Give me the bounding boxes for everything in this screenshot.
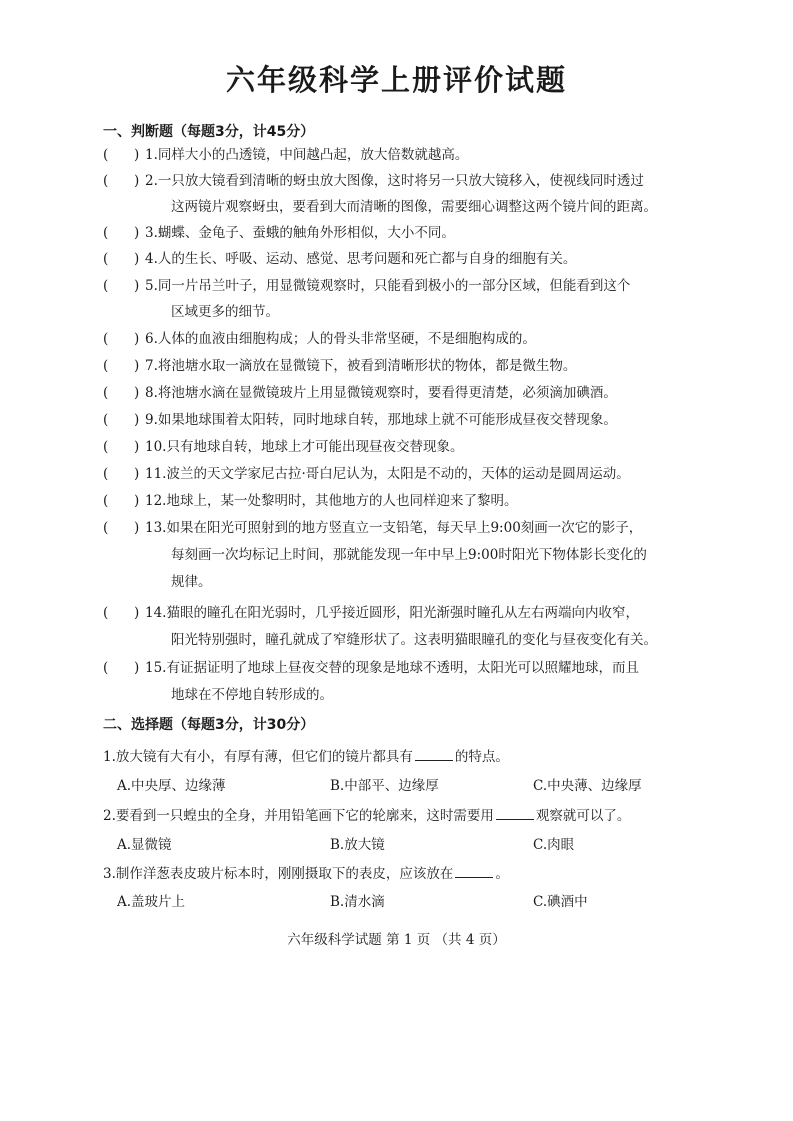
answer-parentheses[interactable]: ( ) xyxy=(103,225,140,241)
answer-parentheses[interactable]: ( ) xyxy=(103,412,140,428)
option-a[interactable]: A.显微镜 xyxy=(117,837,172,853)
question-text: 12.地球上，某一处黎明时，其他地方的人也同样迎来了黎明。 xyxy=(145,493,518,509)
question-text: 11.波兰的天文学家尼古拉·哥白尼认为，太阳是不动的，天体的运动是圆周运动。 xyxy=(145,466,630,482)
option-b[interactable]: B.清水滴 xyxy=(330,894,385,910)
question-text: 4.人的生长、呼吸、运动、感觉、思考问题和死亡都与自身的细胞有关。 xyxy=(145,251,577,267)
answer-parentheses[interactable]: ( ) xyxy=(103,358,140,374)
answer-parentheses[interactable]: ( ) xyxy=(103,520,140,536)
answer-blank[interactable] xyxy=(496,807,534,820)
answer-parentheses[interactable]: ( ) xyxy=(103,251,140,267)
answer-parentheses[interactable]: ( ) xyxy=(103,173,140,189)
option-c[interactable]: C.中央薄、边缘厚 xyxy=(533,778,642,794)
mc-question-1 xyxy=(103,745,509,765)
answer-blank[interactable] xyxy=(415,748,453,761)
question-text: 3.制作洋葱表皮玻片标本时，刚刚摄取下的表皮，应该放在 xyxy=(103,866,454,882)
question-text: 2.一只放大镜看到清晰的蚜虫放大图像，这时将另一只放大镜移入，使视线同时透过 xyxy=(145,173,644,189)
answer-parentheses[interactable]: ( ) xyxy=(103,493,140,509)
question-text: 7.将池塘水取一滴放在显微镜下，被看到清晰形状的物体，都是微生物。 xyxy=(145,358,577,374)
question-text: 9.如果地球围着太阳转，同时地球自转，那地球上就不可能形成昼夜交替现象。 xyxy=(145,412,617,428)
option-b[interactable]: B.放大镜 xyxy=(330,837,385,853)
mc-question-3 xyxy=(103,862,509,882)
question-text: 15.有证据证明了地球上昼夜交替的现象是地球不透明，太阳光可以照耀地球，而且 xyxy=(145,660,639,676)
answer-blank[interactable] xyxy=(455,865,493,878)
answer-parentheses[interactable]: ( ) xyxy=(103,439,140,455)
question-text: 6.人体的血液由细胞构成；人的骨头非常坚硬，不是细胞构成的。 xyxy=(145,331,536,347)
question-text-continued: 阳光特别强时，瞳孔就成了窄缝形状了。这表明猫眼瞳孔的变化与昼夜变化有关。 xyxy=(171,632,657,648)
page-title: 六年级科学上册评价试题 xyxy=(225,63,567,97)
section-heading-multiple-choice: 二、选择题（每题3分，计30分） xyxy=(103,717,315,733)
answer-parentheses[interactable]: ( ) xyxy=(103,331,140,347)
question-text-end: 。 xyxy=(495,866,509,882)
question-text: 5.同一片吊兰叶子，用显微镜观察时，只能看到极小的一部分区域，但能看到这个 xyxy=(145,278,631,294)
question-text: 14.猫眼的瞳孔在阳光弱时，几乎接近圆形，阳光渐强时瞳孔从左右两端向内收窄， xyxy=(145,605,639,621)
question-text: 3.蝴蝶、金龟子、蚕蛾的触角外形相似，大小不同。 xyxy=(145,225,455,241)
question-text-continued: 规律。 xyxy=(171,574,212,590)
question-text: 8.将池塘水滴在显微镜玻片上用显微镜观察时，要看得更清楚，必须滴加碘酒。 xyxy=(145,385,617,401)
section-heading-true-false: 一、判断题（每题3分，计45分） xyxy=(103,124,315,140)
page-footer: 六年级科学试题 第 1 页 （共 4 页） xyxy=(287,932,506,948)
option-a[interactable]: A.盖玻片上 xyxy=(117,894,186,910)
option-c[interactable]: C.肉眼 xyxy=(533,837,575,853)
answer-parentheses[interactable]: ( ) xyxy=(103,660,140,676)
question-text: 1.同样大小的凸透镜，中间越凸起，放大倍数就越高。 xyxy=(145,147,469,163)
answer-parentheses[interactable]: ( ) xyxy=(103,147,140,163)
answer-parentheses[interactable]: ( ) xyxy=(103,385,140,401)
question-text-continued: 每刻画一次均标记上时间，那就能发现一年中早上9:00时阳光下物体影长变化的 xyxy=(171,547,647,563)
answer-parentheses[interactable]: ( ) xyxy=(103,466,140,482)
question-text-end: 观察就可以了。 xyxy=(535,808,631,824)
option-b[interactable]: B.中部平、边缘厚 xyxy=(330,778,439,794)
question-text: 2.要看到一只蝗虫的全身，并用铅笔画下它的轮廓来，这时需要用 xyxy=(103,808,494,824)
question-text: 10.只有地球自转，地球上才可能出现昼夜交替现象。 xyxy=(145,439,464,455)
mc-question-2 xyxy=(103,804,630,824)
question-text: 1.放大镜有大有小，有厚有薄，但它们的镜片都具有 xyxy=(103,749,413,765)
option-a[interactable]: A.中央厚、边缘薄 xyxy=(117,778,226,794)
question-text-continued: 区域更多的细节。 xyxy=(171,304,279,320)
question-text-continued: 地球在不停地自转形成的。 xyxy=(171,687,333,703)
question-text-continued: 这两镜片观察蚜虫，要看到大而清晰的图像，需要细心调整这两个镜片间的距离。 xyxy=(171,199,657,215)
option-c[interactable]: C.碘酒中 xyxy=(533,894,588,910)
answer-parentheses[interactable]: ( ) xyxy=(103,605,140,621)
question-text-end: 的特点。 xyxy=(454,749,509,765)
question-text: 13.如果在阳光可照射到的地方竖直立一支铅笔，每天早上9:00刻画一次它的影子， xyxy=(145,520,643,536)
answer-parentheses[interactable]: ( ) xyxy=(103,278,140,294)
